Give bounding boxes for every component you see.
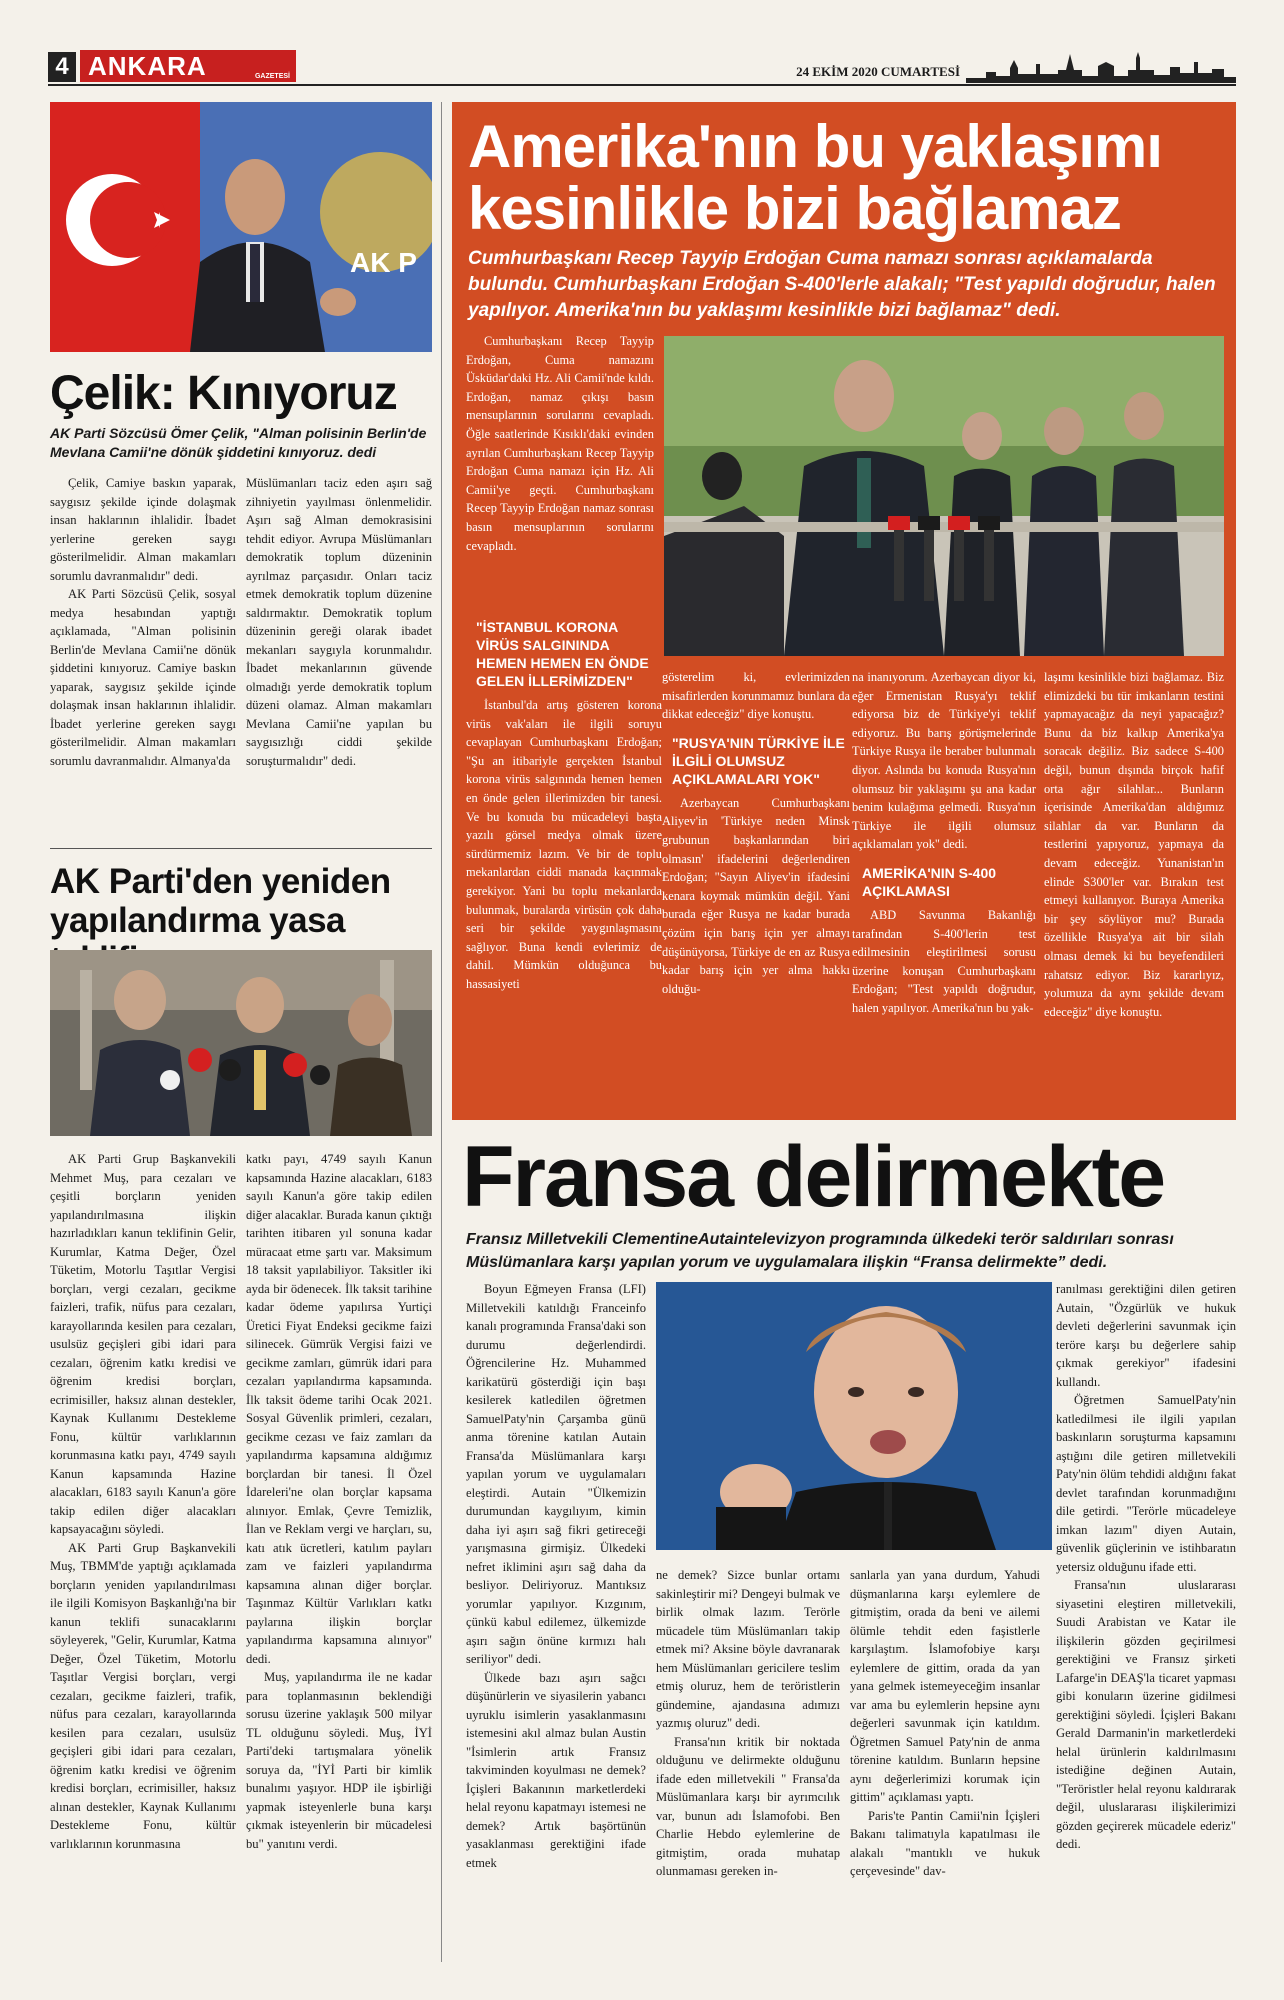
logo-text: ANKARA xyxy=(88,51,207,81)
paragraph: katkı payı, 4749 sayılı Kanun kapsamında Hazine alacakları, 6183 sayılı Kanun'a göre takip edilen diğer alacaklar. Burada kanun çıktığı tarihten itibaren yıl sonuna kadar müracaat etme şartı var. Maksimum 18 taksit yapılabiliyor. Taksitler iki ayda bir ödenecek. İlk taksit tarihine kadar ödeme yapılırsa Yurtiçi Üretici Fiyat Endeksi gecikme faizi silinecek. Gümrük Vergisi faizi ve gecikme zamları, gümrük idari para cezaları yapılandırma kapsamında. İlk taksit ödeme tarihi Ocak 2021. Sosyal Güvenlik primleri, cezaları, gecikme cezası ve faiz zamları da yapılandırma kapsamına aldığımız borçlardan bir tanesi. İl Özel İdareleri'ne olan borçlar kapsama alınıyor. Emlak, Çevre Temizlik, İlan ve Reklam vergi ve harçları, su, katı atık ücretleri, katılım payları zam ve faizleri yapılandırma kapsamına alınan diğer borçlar. Taşınmaz Kültür Varlıkları katkı paylarına ilişkin borçlar yapılandırma kapsamına alınıyor" dedi. xyxy=(246,1152,432,1666)
paragraph: Fransa'nın uluslararası siyasetini eleştiren milletvekili, Suudi Arabistan ve Katar ile ilişkilerin gözden geçirilmesi gerektiğini ve Fransız şirketi Lafarge'in DEAŞ'la ticaret yapması gibi konuların üzerine gidilmesi gerektiğini söyledi. İçişleri Bakanı Gerald Darmanin'in marketlerdeki helal ürünlerin kaldırılmasını istediğine değinen Autain, "Teröristler helal reyonu kaldırarak değil, uluslararası ilişkilerimizi gözden geçirerek mücadele ederiz" dedi. xyxy=(1056,1578,1236,1851)
celik-column-2 xyxy=(246,474,432,770)
paragraph: sanlarla yan yana durdum, Yahudi düşmanlarına karşı eylemlere de gitmiştim, orada da beni ve ailemi ölümle tehdit eden faşistlerle karşılaştım. İslamofobiye karşı eylemlere de gittim, orada da yan yana gelmek istemeyeceğim insanlar var ama bu eylemlerin hepsine aynı değerleri savunmak için katıldım. Öğretmen Samuel Paty'nin de anma törenine katıldım. Bunların hepsine aynı değerlerimizi korumak için gittim" açıklaması yaptı. xyxy=(850,1568,1040,1804)
paragraph: gösterelim ki, evlerimizden misafirlerden korunmamız bunlara da dikkat edeceğiz" diye konuştu. xyxy=(662,670,850,722)
amerika-deck: Cumhurbaşkanı Recep Tayyip Erdoğan Cuma namazı sonrası açıklamalarda bulundu. Cumhurbaşkanı Erdoğan S-400'lerle alakalı; "Test yapıldı doğrudur, halen yapılıyor. Amerika'nın bu yaklaşımı kesinlikle bizi bağlamaz" dedi. xyxy=(468,248,1216,321)
paragraph: Cumhurbaşkanı Recep Tayyip Erdoğan, Cuma namazını Üsküdar'daki Hz. Ali Camii'nde kıldı. Erdoğan, namaz çıkışı basın mensuplarının sorularını cevapladı. Öğle saatlerinde Kısıklı'daki evinden ayrılan Cumhurbaşkanı Recep Tayyip Erdoğan Cuma namazı için Hz. Ali Camii'ye geçti. Cumhurbaşkanı Recep Tayyip Erdoğan namaz sonrası basın mensuplarının sorularını cevapladı. xyxy=(466,334,654,553)
paragraph: na inanıyorum. Azerbaycan diyor ki, eğer Ermenistan Rusya'yı teklif ediyorsa biz de Türkiye'yi teklif ediyoruz. Bu barış görüşmelerinde Türkiye Rusya ile beraber bulunmalı diyor. Aslında bu konuda Rusya'nın olumsuz bir yaklaşımı şu ana kadar benim kulağıma gelmedi. Rusya'nın Türkiye ile ilgili olumsuz açıklamaları yok" dedi. xyxy=(852,670,1036,852)
paragraph: AK Parti Grup Başkanvekili Muş, TBMM'de yaptığı açıklamada borçların yeniden yapılandırılması ile ilgili Komisyon Başkanlığı'na bir kanun teklifi sunacaklarını söyleyerek, "Gelir, Kurumlar, Katma Değer, Özel Tüketim, Motorlu Taşıtlar Vergisi borçları, vergi cezaları, gecikme faizleri, trafik, nüfus para cezaları, karayollarında kesilen para cezaları, usulsüz geçişleri gibi idari para cezaları, öğrenim katkı kredisi ve öğrenim kredisi borçları, ecrimisiller, haksız alınan destekler, Kaynak Kullanımı Destekleme Fonu, kültür varlıklarının korunmasına xyxy=(50,1540,236,1851)
subheading-s400: AMERİKA'NIN S-400 AÇIKLAMASI xyxy=(862,864,997,899)
amerika-feature-box xyxy=(452,102,1236,1120)
fransa-column-3 xyxy=(850,1566,1040,1881)
paragraph: Öğretmen SamuelPaty'nin katledilmesi ile ilgili yapılan baskınların soruşturma kapsamını aştığını dile getiren milletvekili Paty'nin ölüm tehdidi aldığını fakat devlet tarafından korunmadığını dile getirdi. "Terörle mücadeleye imkan lazım" diyen Autain, güvenlik güçlerinin ve istihbaratın yetersiz olduğunu ifade etti. xyxy=(1056,1393,1236,1574)
amerika-headline-line-2: kesinlikle bizi bağlamaz xyxy=(468,175,1121,242)
paragraph: Boyun Eğmeyen Fransa (LFI) Milletvekili katıldığı Franceinfo kanalı programında Fransa'daki son durumu değerlendirdi. Öğrencilerine Hz. Muhammed karikatürü gösterdiği için başı kesilerek katledilen öğretmen SamuelPaty'nin Çarşamba günü anma törenine katılan Autain Fransa'da Müslümanlara karşı yapılan yorum ve uygulamaları eleştirdi. Autain "Ülkemizin durumundan kaygılıyım, kimin daha iyi aşırı sağ fikri getireceği yarışmasına girmişiz. Ülkedeki nefret iklimini aşırı sağ daha da besliyor. Deliriyoruz. Mantıksız yorumlar yapılıyor. Kızgınım, çünkü kabul edilemez, ülkemizde aşırı sağın önüne kırmızı halı seriliyor" dedi. xyxy=(466,1282,646,1666)
celik-headline: Çelik: Kınıyoruz xyxy=(50,367,397,420)
paragraph: ranılması gerektiğini dilen getiren Autain, "Özgürlük ve hukuk devleti değerlerini savunmak için teröre karşı bu değerlere sahip çıkmak gerekiyor" ifadesini kullandı. xyxy=(1056,1282,1236,1389)
celik-photo xyxy=(50,102,432,352)
amerika-headline-line-1: Amerika'nın bu yaklaşımı xyxy=(468,113,1162,180)
akparti-column-1 xyxy=(50,1150,236,1853)
paragraph: Ülkede bazı aşırı sağcı düşünürlerin ve siyasilerin yabancı uyruklu isimlerin yasaklanmasını istemesini akıl almaz bulan Austin "İsimlerin artık Fransız takviminden koyulması ne demek? İçişleri Bakanının marketlerdeki helal reyonu kapatmayı istemesi ne demek? Artık başörtünün yasaklanması gerektiğini ifade etmek xyxy=(466,1670,646,1870)
column-divider xyxy=(441,102,442,1962)
paragraph: Azerbaycan Cumhurbaşkanı Aliyev'in 'Türkiye neden Minsk grubunun başkanlarından biri olmasın' ifadelerini değerlendiren Erdoğan; "Sayın Aliyev'in ifadesini kenara koymak mümkün değil. Yani burada eğer Rusya ne kadar burada çözüm için barış için yer almayı düşünüyorsa, Türkiye de en az Rusya kadar barış için yer alma hakkı olduğu- xyxy=(662,795,850,996)
fransa-column-4 xyxy=(1056,1280,1236,1854)
logo-subtext: GAZETESİ xyxy=(254,73,290,80)
paragraph: İstanbul'da artış gösteren korona virüs vak'aları ile ilgili soruyu cevaplayan Cumhurbaşkanı Erdoğan; "Şu an itibariyle gerçekten İstanbul korona virüs salgınında hemen hemen en önde gelen illerimizden bir tanesi. Ve bu konuda bu mücadeleyi başta yazılı görsel medya olmak üzere sürdürmemiz lazım. Ve bir de toplu mekanlardan ciddi manada kaçınmak gerekiyor. Yani bu toplu mekanlarda bulunmak, buralarda virüsün çok daha seri bir şekilde yaygınlaşmasını sağlıyor. Buna kendi evlerimiz de dahil. Mümkün olduğunca bu hassasiyeti xyxy=(466,698,662,991)
fransa-headline: Fransa delirmekte xyxy=(462,1129,1165,1225)
akparti-headline: AK Parti'den yeniden yapılandırma yasa xyxy=(50,862,391,940)
ankara-skyline-icon xyxy=(966,50,1236,84)
amerika-intro-column xyxy=(466,332,654,555)
paragraph: Paris'te Pantin Camii'nin İçişleri Bakanı talimatıyla kapatılması ile alakalı "mantıklı ve hukuk çerçevesinde" dav- xyxy=(850,1808,1040,1878)
autain-photo xyxy=(656,1282,1052,1550)
subheading-istanbul: "İSTANBUL KORONA VİRÜS SALGININDA HEMEN HEMEN EN ÖNDE GELEN İLLERİMİZDEN" xyxy=(476,619,649,689)
amerika-column-1 xyxy=(466,612,662,994)
page-number: 4 xyxy=(48,52,76,82)
newspaper-logo xyxy=(80,50,296,82)
paragraph: Müslümanları taciz eden aşırı sağ zihniyetin yayılması önlenmelidir. Aşırı sağ Alman demokrasisini tehdit ediyor. Avrupa Müslümanları demokratik toplum düzeninin ayrılmaz parçasıdır. Onları taciz etmek demokratik toplum düzenine saldırmaktır. Demokratik toplum düzeninin gereği olarak ibadet mekanları saygıyla korunmalıdır. İbadet mekanlarının güvende olmadığı yerde demokratik toplum düzeni olamaz. Alman makamları Mevlana Camii'ne yapılan bu saygısızlığı ciddi şekilde soruşturmalıdır" dedi. xyxy=(246,476,432,768)
celik-column-1 xyxy=(50,474,236,770)
fransa-column-1 xyxy=(466,1280,646,1872)
paragraph: ABD Savunma Bakanlığı tarafından S-400'lerin test edilmesinin eleştirilmesi sorusu üzerine konuşan Cumhurbaşkanı Erdoğan; "Test yapıldı doğrudur, halen yapılıyor. Amerika'nın bu yak- xyxy=(852,907,1036,1015)
amerika-column-3 xyxy=(852,668,1036,1018)
paragraph: AK Parti Grup Başkanvekili Mehmet Muş, para cezaları ve çeşitli borçların yeniden yapılandırılmasına ilişkin hazırladıkları kanun teklifinin Gelir, Kurumlar, Katma Değer, Özel Tüketim, Motorlu Taşıtlar Vergisi borçları, vergi cezaları, gecikme faizleri, trafik, nüfus para cezaları, karayollarında kesilen para cezaları, usulsüz geçişleri gibi idari para cezaları, öğrenim katkı kredisi ve öğrenim kredisi borçları, ecrimisiller, haksız alınan destekler, Kaynak Kullanımı Destekleme Fonu, kültür varlıklarının korunmasına katkı payı, 4749 sayılı Kanun kapsamında Hazine alacakları, 6183 sayılı Kanun'a göre takip edilen diğer alacakları kapsayacağını söyledi. xyxy=(50,1152,236,1536)
page-header xyxy=(48,50,1236,86)
amerika-column-4 xyxy=(1044,668,1224,1021)
subheading-rusya: "RUSYA'NIN TÜRKİYE İLE İLGİLİ OLUMSUZ AÇIKLAMALARI YOK" xyxy=(672,734,845,787)
fransa-column-2 xyxy=(656,1566,840,1881)
amerika-headline xyxy=(468,113,1228,242)
paragraph: Fransa'nın kritik bir noktada olduğunu ve delirmekte olduğunu ifade eden milletvekili " Fransa'da Müslümanlara karşı bir ayrımcılık var, bunun adı İslamofobi. Ben Charlie Hebdo eylemlerine de gitmiştim, orada muhatap olunmaması gereken in- xyxy=(656,1734,840,1878)
paragraph: AK Parti Sözcüsü Çelik, sosyal medya hesabından yaptığı açıklamada, "Alman polisinin Berlin'de Mevlana Camii'ne dönük şiddetini kınıyoruz. Camiye baskın yaparak, saygısız şekilde içinde dolaşmak insan haklarının ihlalidir. İbadet yerlerine gereken saygı gösterilmelidir. Alman makamları sorumlu davranmalıdır. Almanya'da xyxy=(50,587,236,768)
issue-date: 24 EKİM 2020 CUMARTESİ xyxy=(796,64,960,79)
svg-text:AK P: AK P xyxy=(350,247,417,278)
fransa-deck: Fransız Milletvekili ClementineAutaintelevizyon programında ülkedeki terör saldırıları sonrası Müslümanlara karşı yapılan yorum ve uygulamalara ilişkin “Fransa delirmekte” dedi. xyxy=(466,1231,1174,1271)
akparti-column-2 xyxy=(246,1150,432,1853)
paragraph: Muş, yapılandırma ile ne kadar para toplanmasının beklendiği sorusu üzerine yaklaşık 500 milyar TL olduğunu söyledi. Muş, İYİ Parti'deki tartışmalara yönelik soruya da, "İYİ Parti bir kimlik bunalımı yaşıyor. HDP ile işbirliği yapmak isteyenlerle buna karşı çıkmak isteyenlerin bir mücadelesi bu" yanıtını verdi. xyxy=(246,1670,432,1851)
paragraph: laşımı kesinlikle bizi bağlamaz. Biz elimizdeki bu tür imkanların testini yapmayacağız da neyi yapacağız? Bunu da biz kalkıp Amerika'ya soracak değiliz. Biz sadece S-400 değil, bunun dışında birçok hafif orta ağır silahlar... Bunların içerisinde Amerika'dan aldığımız silahlar da var. Bunların da testlerini yapıyoruz, yapmaya da devam edeceğiz. Yunanistan'ın elinde S300'ler var. Bırakın test etmeyi kullanıyor. Buraya Amerika bir şey söylüyor mu? Burada özellikle Rusya'ya ait bir silah olması demek ki bu beyefendileri rahatsız ediyor. Biz kararlıyız, yolumuza da aynı şekilde devam edeceğiz" diye konuştu. xyxy=(1044,670,1224,1019)
akparti-photo xyxy=(50,950,432,1136)
celik-deck: AK Parti Sözcüsü Ömer Çelik, "Alman polisinin Berlin'de Mevlana Camii'ne dönük şiddetini kınıyoruz. dedi xyxy=(50,425,427,460)
section-divider xyxy=(50,848,432,849)
paragraph: Çelik, Camiye baskın yaparak, saygısız şekilde içinde dolaşmak insan haklarının ihlalidir. İbadet yerlerine gereken saygı gösterilmelidir. Alman makamları sorumlu davranmalıdır" dedi. xyxy=(50,476,236,583)
erdogan-photo xyxy=(664,336,1224,656)
paragraph: ne demek? Sizce bunlar ortamı sakinleştirir mi? Dengeyi bulmak ve birlik olmak lazım. Terörle mücadele tüm Müslümanları takip etmek mi? Aksine böyle davranarak hem Müslümanları gericilere teslim etmiş oluruz, hem de teröristlerin gündemine, ajandasına adımızı yazmış oluruz" dedi. xyxy=(656,1568,840,1730)
amerika-column-2 xyxy=(662,668,850,998)
